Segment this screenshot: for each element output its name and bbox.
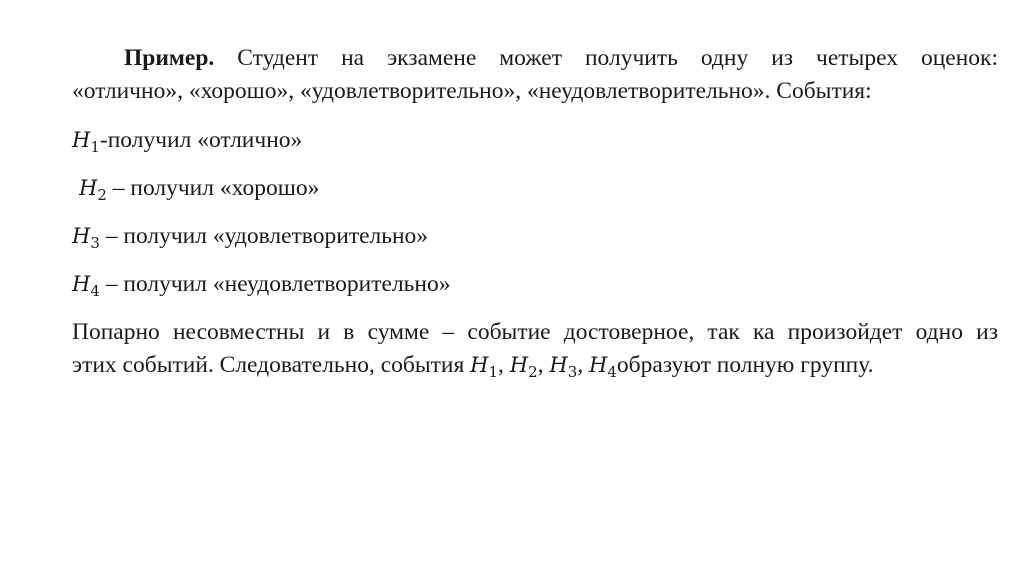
event-h4-var: H bbox=[72, 272, 91, 296]
conclusion-h1-sub: 1 bbox=[488, 363, 499, 381]
event-h2-sub: 2 bbox=[97, 186, 107, 204]
conclusion-h3-sub: 3 bbox=[567, 363, 578, 381]
conclusion-line-1: Попарно несовместны и в сумме – событие достоверное, так ка произойдет одно из bbox=[72, 319, 998, 345]
conclusion-paragraph bbox=[72, 316, 998, 389]
conclusion-line-2 bbox=[72, 349, 998, 389]
event-h1 bbox=[72, 124, 302, 164]
event-h4-sub: 4 bbox=[90, 282, 100, 300]
event-h3-sub: 3 bbox=[90, 234, 100, 252]
event-h1-sub: 1 bbox=[90, 138, 100, 156]
event-h4 bbox=[72, 268, 450, 308]
conclusion-h3-var: H bbox=[549, 353, 568, 377]
conclusion-h2-var: H bbox=[509, 353, 529, 377]
intro-text-2-end: : bbox=[865, 78, 872, 104]
event-h1-var: H bbox=[72, 128, 91, 152]
conclusion-text-2-end: образуют полную группу bbox=[616, 352, 868, 378]
conclusion-h4-var: H bbox=[589, 353, 608, 377]
conclusion-text-2: этих событий. Следовательно, события bbox=[72, 352, 471, 378]
conclusion-h4-sub: 4 bbox=[607, 363, 617, 381]
intro-text-2: «отлично», «хорошо», «удовлетворительно», «неудовлетворительно». События bbox=[72, 78, 866, 104]
event-h1-text: -получил «отлично» bbox=[99, 127, 303, 153]
intro-text-1: Студент на экзамене может получить одну из четырех оценок: bbox=[214, 45, 998, 71]
conclusion-sep-1: , bbox=[498, 352, 510, 378]
conclusion-h2-sub: 2 bbox=[528, 363, 538, 381]
event-h4-text: – получил «неудовлетворительно» bbox=[99, 271, 451, 297]
event-h3 bbox=[72, 220, 428, 260]
example-label: Пример. bbox=[124, 45, 215, 71]
conclusion-sep-2: , bbox=[537, 352, 550, 378]
conclusion-h1-var: H bbox=[470, 353, 489, 377]
event-h3-var: H bbox=[72, 224, 91, 248]
intro-line-1 bbox=[72, 42, 998, 75]
event-h2-text: – получил «хорошо» bbox=[106, 175, 320, 201]
event-h2-var: H bbox=[79, 176, 98, 200]
event-h2 bbox=[79, 172, 319, 212]
event-h3-text: – получил «удовлетворительно» bbox=[99, 223, 429, 249]
conclusion-sep-3: , bbox=[577, 352, 590, 378]
conclusion-dot: . bbox=[867, 352, 874, 378]
intro-paragraph bbox=[72, 42, 998, 108]
